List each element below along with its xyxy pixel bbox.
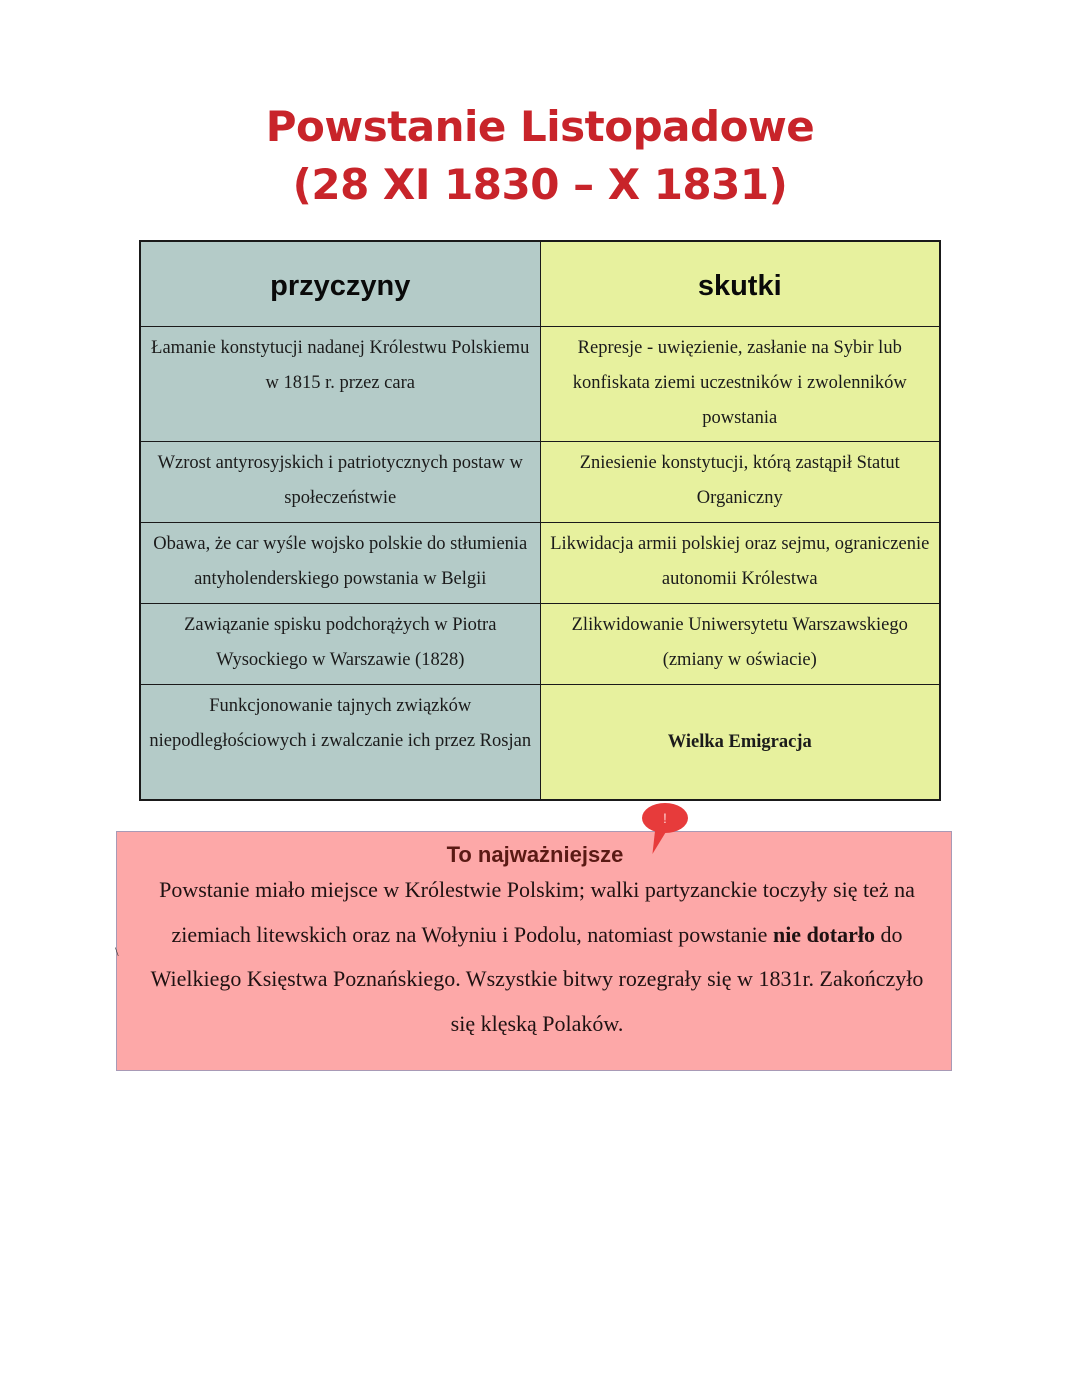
stray-backslash-mark: \ — [115, 944, 119, 959]
exclamation-speech-bubble-icon: ! — [642, 803, 688, 833]
causes-effects-table — [139, 240, 941, 801]
key-facts-title: To najważniejsze — [446, 842, 624, 867]
key-facts-text-emphasis: nie dotarło — [772, 921, 876, 947]
key-facts-text-part-1: Powstanie miało miejsce w Królestwie Polskim; walki partyzanckie toczyły się też na ziemiach litewskich oraz na Wołyniu i Podolu, natomiast powstanie — [159, 877, 915, 947]
cause-cell: Zawiązanie spisku podchorążych w Piotra Wysockiego w Warszawie (1828) — [140, 604, 540, 685]
table-row — [140, 442, 940, 523]
cause-cell: Łamanie konstytucji nadanej Królestwu Polskiemu w 1815 r. przez cara — [140, 327, 540, 442]
effect-cell: Represje - uwięzienie, zasłanie na Sybir lub konfiskata ziemi uczestników i zwolenników powstania — [540, 327, 940, 442]
effect-cell: Zlikwidowanie Uniwersytetu Warszawskiego (zmiany w oświacie) — [540, 604, 940, 685]
table-header-row — [140, 241, 940, 327]
header-effects: skutki — [540, 241, 940, 327]
key-facts-box — [116, 831, 952, 1071]
effect-cell: Zniesienie konstytucji, którą zastąpił Statut Organiczny — [540, 442, 940, 523]
title-line-2: (28 XI 1830 – X 1831) — [292, 160, 788, 209]
header-causes: przyczyny — [140, 241, 540, 327]
table-row — [140, 604, 940, 685]
key-facts-text — [137, 868, 937, 1046]
title-line-1: Powstanie Listopadowe — [265, 102, 815, 151]
cause-cell: Funkcjonowanie tajnych związków niepodległościowych i zwalczanie ich przez Rosjan — [140, 685, 540, 801]
effect-cell: Likwidacja armii polskiej oraz sejmu, ograniczenie autonomii Królestwa — [540, 523, 940, 604]
page-title — [0, 98, 1080, 214]
table-row — [140, 523, 940, 604]
cause-cell: Obawa, że car wyśle wojsko polskie do stłumienia antyholenderskiego powstania w Belgii — [140, 523, 540, 604]
effect-cell-highlighted: Wielka Emigracja — [540, 685, 940, 801]
cause-cell: Wzrost antyrosyjskich i patriotycznych postaw w społeczeństwie — [140, 442, 540, 523]
table-row — [140, 685, 940, 801]
key-facts-text-part-2: do Wielkiego Księstwa Poznańskiego. Wszystkie bitwy rozegrały się w 1831r. Zakończyło się klęską Polaków. — [150, 921, 924, 1036]
table-row — [140, 327, 940, 442]
